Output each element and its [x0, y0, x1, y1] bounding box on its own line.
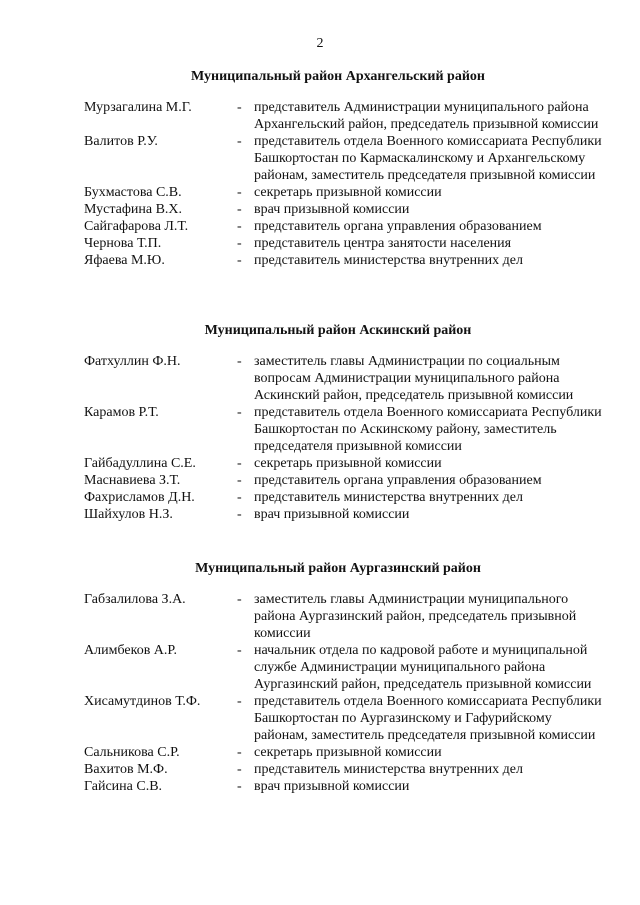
- dash: -: [237, 100, 242, 115]
- dash: -: [237, 185, 242, 200]
- dash: -: [237, 405, 242, 420]
- member-row: [0, 235, 640, 252]
- member-name: Бухмастова С.В.: [84, 185, 182, 200]
- member-row: [0, 591, 640, 642]
- member-name: Шайхулов Н.З.: [84, 507, 173, 522]
- member-row: [0, 353, 640, 404]
- member-name: Яфаева М.Ю.: [84, 253, 165, 268]
- member-role: представитель центра занятости населения: [254, 236, 512, 251]
- dash: -: [237, 592, 242, 607]
- dash: -: [237, 202, 242, 217]
- member-row: [0, 133, 640, 184]
- member-role: заместитель главы Администрации по социальным вопросам Администрации муниципального района Аскинский район, председатель призывной комиссии: [254, 354, 574, 403]
- member-role: начальник отдела по кадровой работе и муниципальной службе Администрации муниципального района Аургазинский район, председатель призывной комиссии: [254, 643, 592, 692]
- member-list: [0, 353, 640, 523]
- member-role: секретарь призывной комиссии: [254, 745, 442, 760]
- dash: -: [237, 490, 242, 505]
- member-list: [0, 591, 640, 795]
- member-name: Чернова Т.П.: [84, 236, 162, 251]
- member-role: представитель отдела Военного комиссариата Республики Башкортостан по Аскинскому району, заместитель председателя призывной комиссии: [254, 405, 602, 454]
- member-name: Валитов Р.У.: [84, 134, 158, 149]
- member-row: [0, 744, 640, 761]
- member-row: [0, 693, 640, 744]
- member-name: Гайбадуллина С.Е.: [84, 456, 196, 471]
- member-row: [0, 201, 640, 218]
- member-role: представитель отдела Военного комиссариата Республики Башкортостан по Кармаскалинскому и Архангельскому районам, заместитель председателя призывной комиссии: [254, 134, 602, 183]
- member-role: заместитель главы Администрации муниципального района Аургазинский район, председатель призывной комиссии: [254, 592, 577, 641]
- member-row: [0, 472, 640, 489]
- dash: -: [237, 219, 242, 234]
- section-title: Муниципальный район Аскинский район: [204, 323, 472, 338]
- member-row: [0, 252, 640, 269]
- member-row: [0, 455, 640, 472]
- member-name: Хисамутдинов Т.Ф.: [84, 694, 201, 709]
- dash: -: [237, 473, 242, 488]
- member-role: секретарь призывной комиссии: [254, 185, 442, 200]
- dash: -: [237, 745, 242, 760]
- member-row: [0, 184, 640, 201]
- dash: -: [237, 253, 242, 268]
- dash: -: [237, 779, 242, 794]
- member-role: врач призывной комиссии: [254, 779, 410, 794]
- page-number: 2: [316, 36, 324, 51]
- member-name: Алимбеков А.Р.: [84, 643, 177, 658]
- member-row: [0, 404, 640, 455]
- member-role: представитель министерства внутренних дел: [254, 490, 523, 505]
- member-role: врач призывной комиссии: [254, 507, 410, 522]
- section-title: Муниципальный район Аургазинский район: [195, 561, 481, 576]
- member-row: [0, 761, 640, 778]
- member-row: [0, 489, 640, 506]
- member-role: врач призывной комиссии: [254, 202, 410, 217]
- member-role: представитель Администрации муниципального района Архангельский район, председатель призывной комиссии: [254, 100, 599, 132]
- member-role: представитель министерства внутренних дел: [254, 253, 523, 268]
- section-title: Муниципальный район Архангельский район: [191, 69, 485, 84]
- dash: -: [237, 354, 242, 369]
- section-askinsky: [0, 322, 640, 523]
- member-name: Карамов Р.Т.: [84, 405, 159, 420]
- member-role: представитель органа управления образованием: [254, 473, 542, 488]
- member-role: представитель отдела Военного комиссариата Республики Башкортостан по Аургазинскому и Гафурийскому районам, заместитель председателя призывной комиссии: [254, 694, 602, 743]
- member-list: [0, 99, 640, 269]
- member-name: Мурзагалина М.Г.: [84, 100, 192, 115]
- section-arkhangelsky: [0, 68, 640, 269]
- dash: -: [237, 134, 242, 149]
- dash: -: [237, 507, 242, 522]
- member-role: секретарь призывной комиссии: [254, 456, 442, 471]
- member-name: Сайгафарова Л.Т.: [84, 219, 189, 234]
- dash: -: [237, 694, 242, 709]
- member-name: Сальникова С.Р.: [84, 745, 180, 760]
- member-role: представитель министерства внутренних дел: [254, 762, 523, 777]
- member-name: Гайсина С.В.: [84, 779, 163, 794]
- member-name: Вахитов М.Ф.: [84, 762, 168, 777]
- member-name: Мустафина В.Х.: [84, 202, 183, 217]
- member-row: [0, 218, 640, 235]
- dash: -: [237, 236, 242, 251]
- member-role: представитель органа управления образованием: [254, 219, 542, 234]
- dash: -: [237, 643, 242, 658]
- member-name: Фахрисламов Д.Н.: [84, 490, 195, 505]
- member-name: Габзалилова З.А.: [84, 592, 186, 607]
- dash: -: [237, 762, 242, 777]
- dash: -: [237, 456, 242, 471]
- member-row: [0, 506, 640, 523]
- section-aurgazinsky: [0, 560, 640, 795]
- member-row: [0, 99, 640, 133]
- member-row: [0, 642, 640, 693]
- member-name: Маснавиева З.Т.: [84, 473, 181, 488]
- member-row: [0, 778, 640, 795]
- member-name: Фатхуллин Ф.Н.: [84, 354, 181, 369]
